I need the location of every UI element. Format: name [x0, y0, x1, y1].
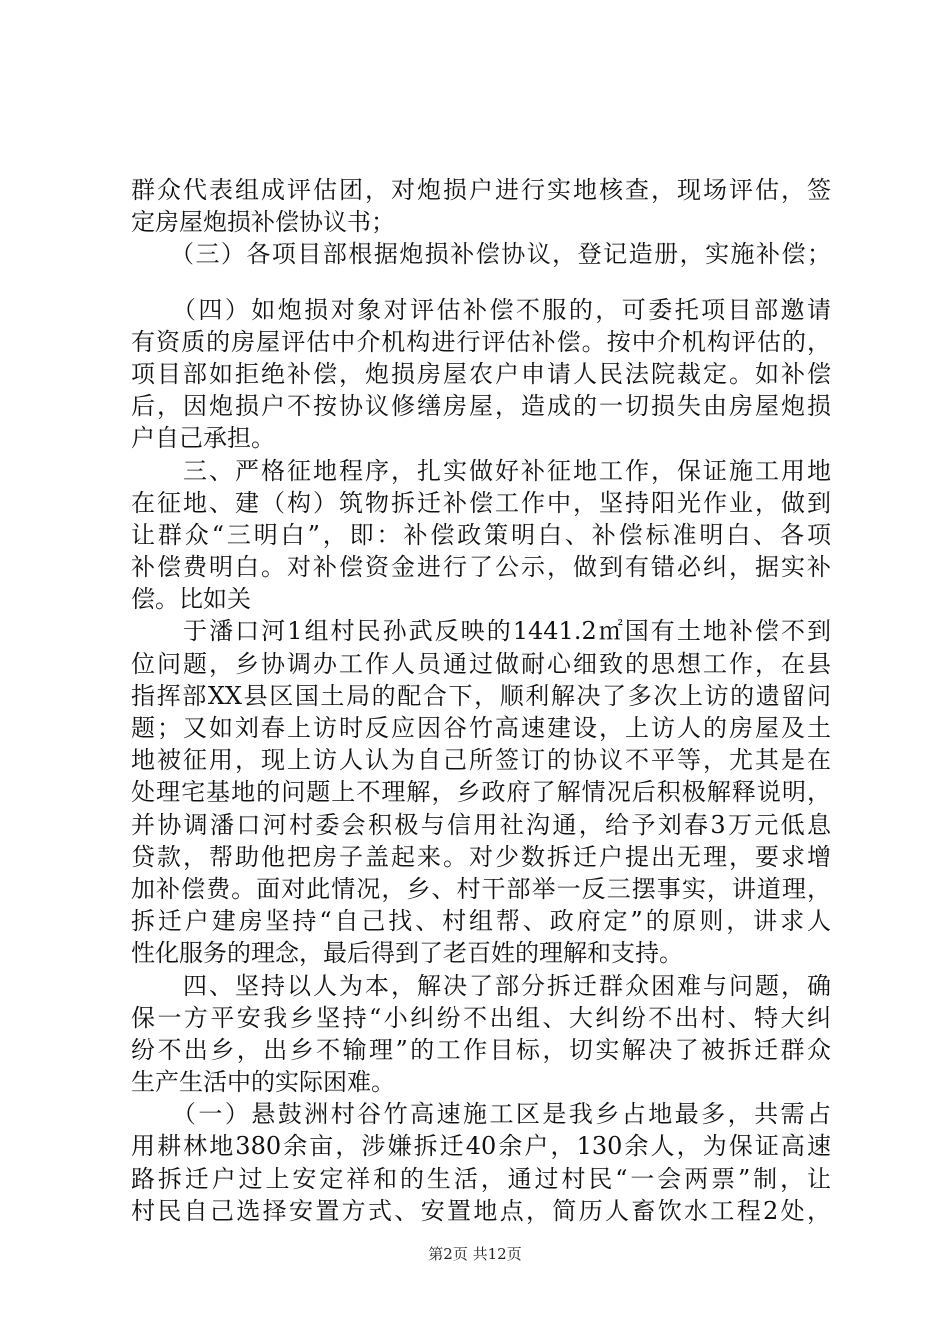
text-line: 纷不出乡，出乡不输理”的工作目标，切实解决了被拆迁群众: [131, 1035, 831, 1064]
text-line: （四）如炮损对象对评估补偿不服的，可委托项目部邀请: [131, 295, 831, 324]
document-body: [131, 174, 831, 1227]
text-line: 并协调潘口河村委会积极与信用社沟通，给予刘春3万元低息: [131, 810, 831, 839]
text-line: 四、坚持以人为本，解决了部分拆迁群众困难与问题，确: [131, 971, 831, 1000]
text-line: 后，因炮损户不按协议修缮房屋，造成的一切损失由房屋炮损: [131, 392, 831, 421]
text-line: 有资质的房屋评估中介机构进行评估补偿。按中介机构评估的，: [131, 327, 831, 356]
text-line: 生产生活中的实际困难。: [131, 1068, 395, 1097]
text-line: 三、严格征地程序，扎实做好补征地工作，保证施工用地: [131, 456, 831, 485]
text-line: 性化服务的理念，最后得到了老百姓的理解和支持。: [131, 939, 683, 968]
text-line: 户自己承担。: [131, 424, 275, 453]
text-line: 偿。比如关: [131, 585, 251, 614]
text-line: 让群众“三明白”，即：补偿政策明白、补偿标准明白、各项: [131, 520, 831, 549]
text-line: 在征地、建（构）筑物拆迁补偿工作中，坚持阳光作业，做到: [131, 488, 831, 517]
text-line: 群众代表组成评估团，对炮损户进行实地核查，现场评估，签: [131, 176, 831, 204]
text-line: 指挥部XX县区国土局的配合下，顺利解决了多次上访的遗留问: [131, 681, 831, 710]
text-line: 用耕林地380余亩，涉嫌拆迁40余户，130余人，为保证高速: [131, 1132, 831, 1161]
text-line: 地被征用，现上访人认为自己所签订的协议不平等，尤其是在: [131, 746, 831, 775]
text-line: 于潘口河1组村民孙武反映的1441.2㎡国有土地补偿不到: [131, 617, 831, 646]
text-line: 村民自己选择安置方式、安置地点，简历人畜饮水工程2处，: [131, 1196, 831, 1225]
text-line: 题；又如刘春上访时反应因谷竹高速建设，上访人的房屋及土: [131, 714, 831, 742]
text-line: 拆迁户建房坚持“自己找、村组帮、政府定”的原则，讲求人: [131, 907, 831, 936]
page-number-footer: 第2页 共12页: [428, 1245, 522, 1263]
text-line: 贷款，帮助他把房子盖起来。对少数拆迁户提出无理，要求增: [131, 842, 831, 871]
text-line: （一）悬鼓洲村谷竹高速施工区是我乡占地最多，共需占: [131, 1100, 831, 1129]
text-line: 保一方平安我乡坚持“小纠纷不出组、大纠纷不出村、特大纠: [131, 1003, 831, 1032]
text-line: （三）各项目部根据炮损补偿协议，登记造册，实施补偿；: [131, 240, 831, 269]
text-line: 定房屋炮损补偿协议书；: [131, 208, 395, 237]
text-line: 补偿费明白。对补偿资金进行了公示，做到有错必纠，据实补: [131, 553, 831, 582]
text-line: 处理宅基地的问题上不理解，乡政府了解情况后积极解释说明，: [131, 778, 831, 807]
paragraph-gap: [131, 271, 831, 294]
text-line: 加补偿费。面对此情况，乡、村干部举一反三摆事实，讲道理，: [131, 874, 831, 903]
text-line: 路拆迁户过上安定祥和的生活，通过村民“一会两票”制，让: [131, 1164, 831, 1193]
text-line: 位问题，乡协调办工作人员通过做耐心细致的思想工作，在县: [131, 649, 831, 678]
text-line: 项目部如拒绝补偿，炮损房屋农户申请人民法院裁定。如补偿: [131, 359, 831, 388]
